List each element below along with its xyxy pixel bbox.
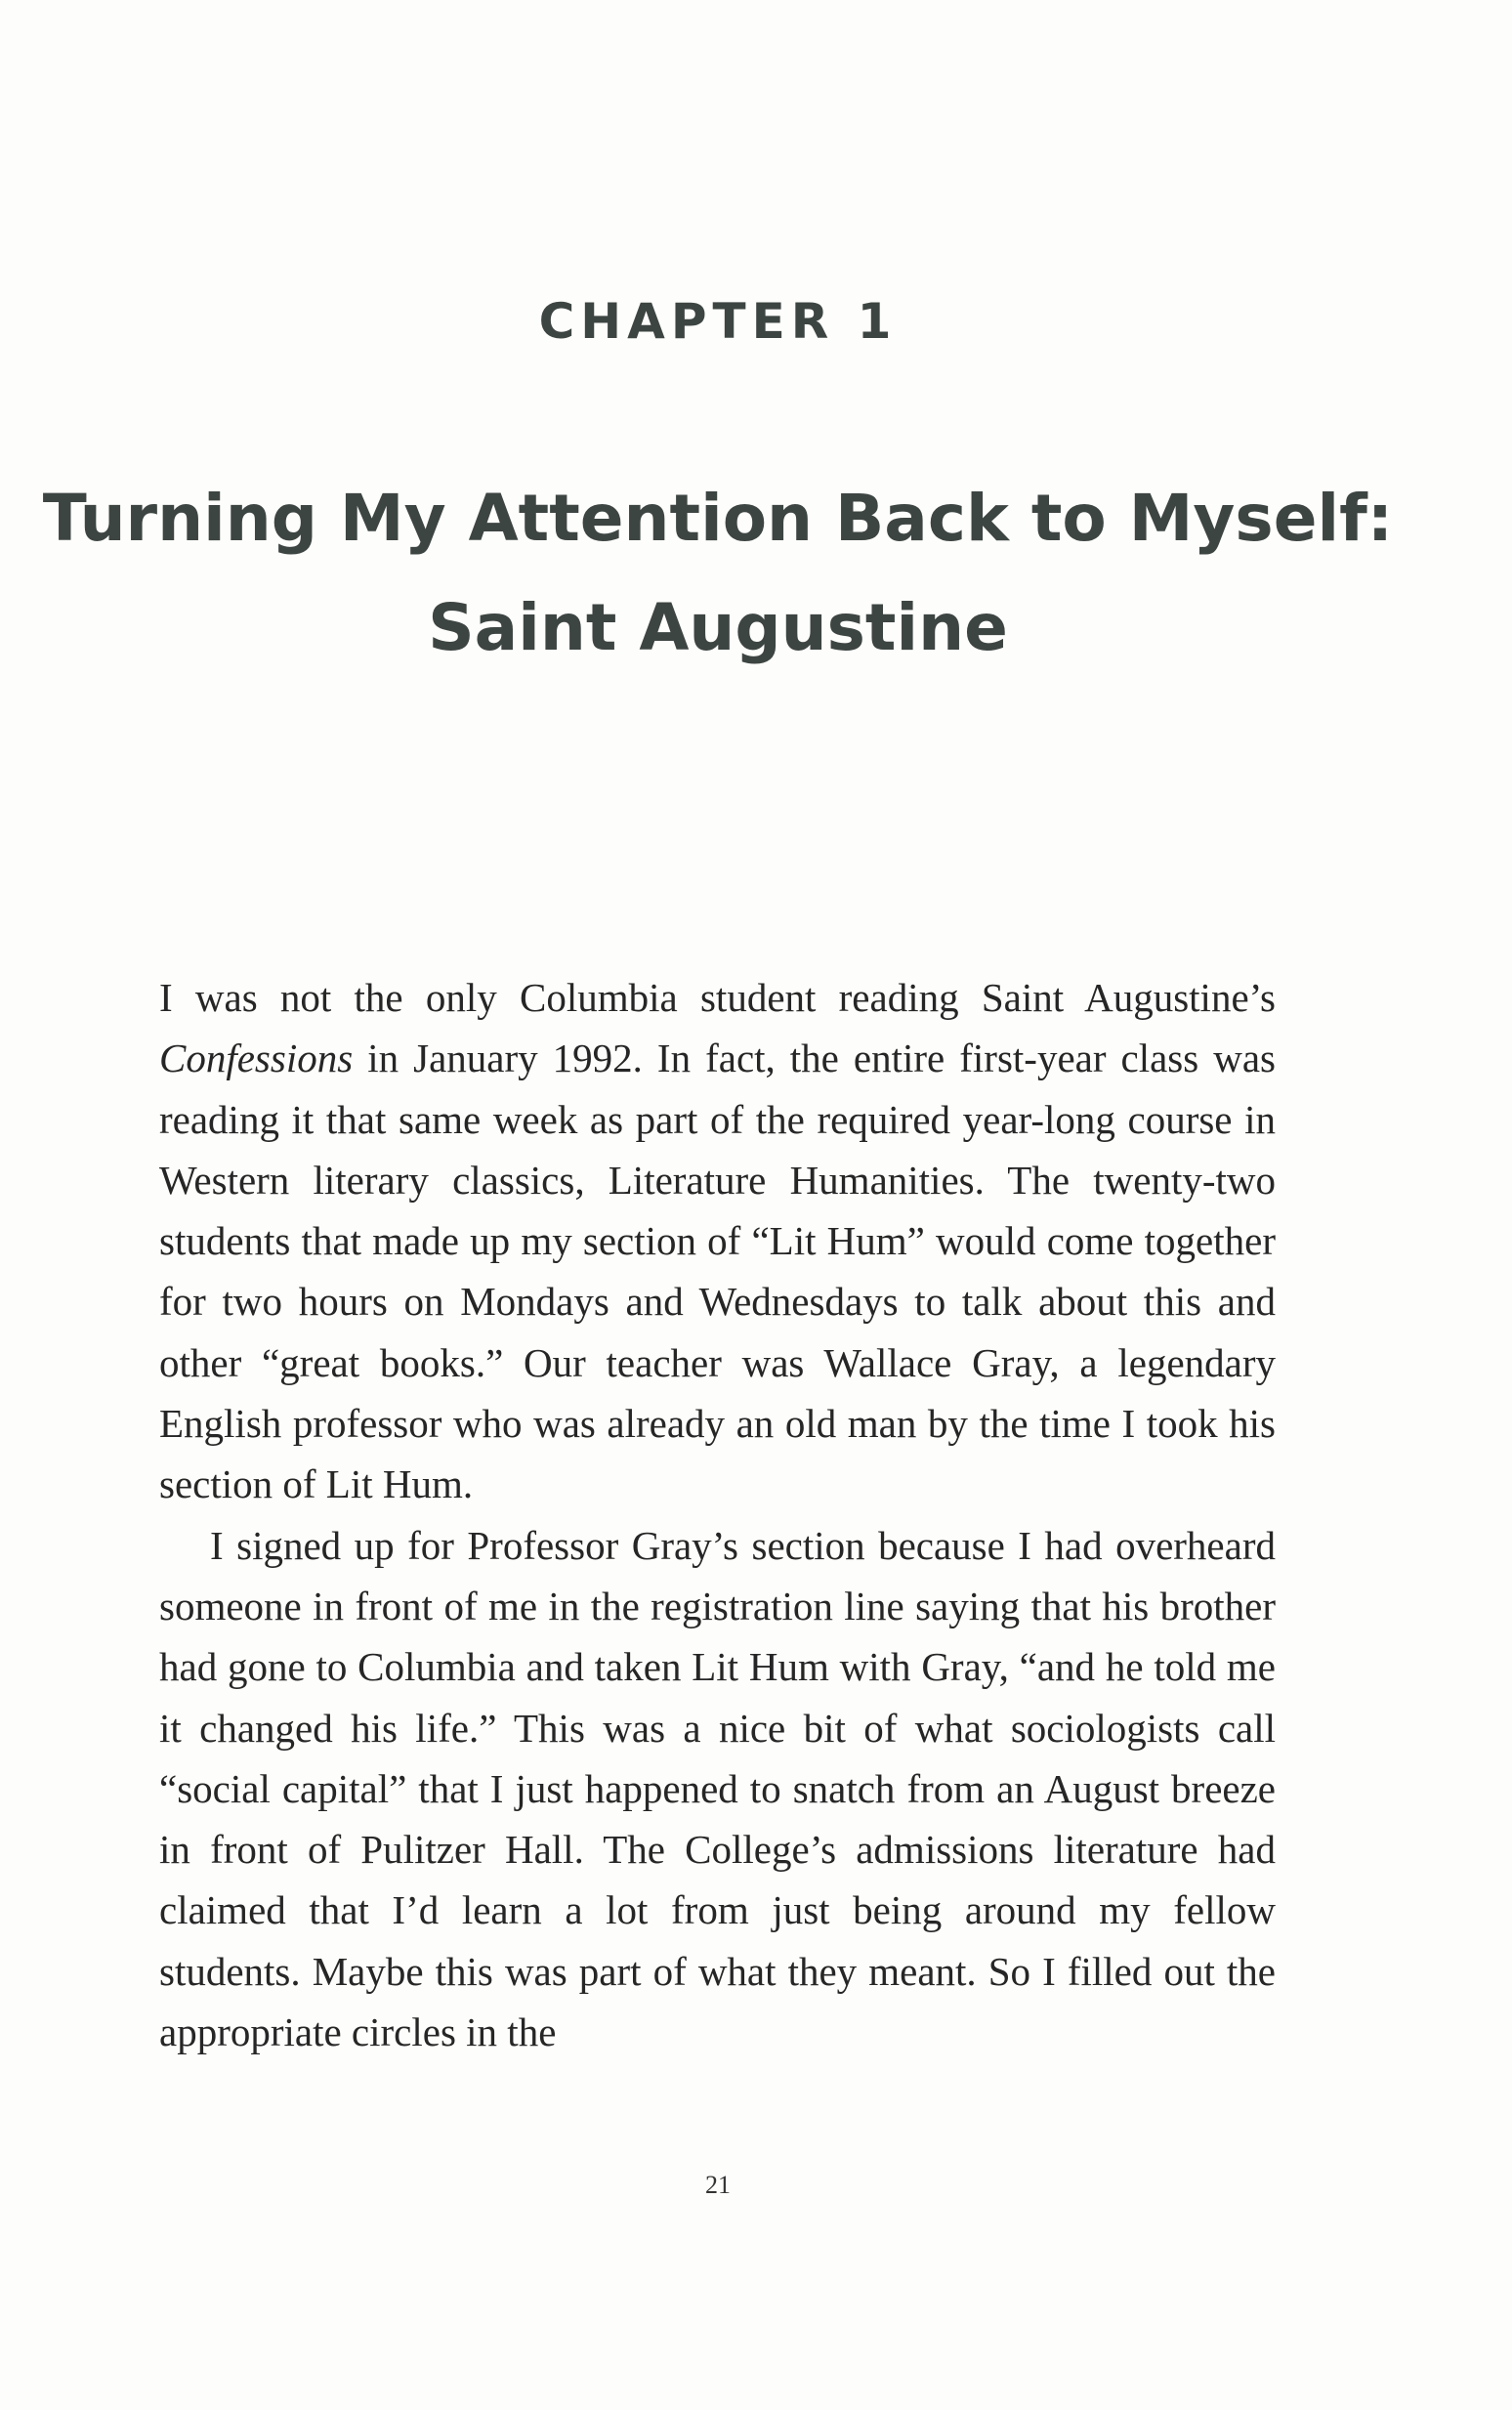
chapter-title-line-1: Turning My Attention Back to Myself:	[42, 481, 1394, 556]
page-number: 21	[705, 2171, 731, 2199]
chapter-label: CHAPTER 1	[538, 293, 898, 350]
paragraph-2: I signed up for Professor Gray’s section because I had overheard someone in front of me in the registration line saying that his brother had gone to Columbia and taken Lit Hum with Gray, “and he told me it changed his life.” This was a nice bit of what sociologists call “social capital” that I just happened to snatch from an August breeze in front of Pulitzer Hall. The College’s admissions literature had claimed that I’d learn a lot from just being around my fellow students. Maybe this was part of what they meant. So I filled out the appropriate circles in the	[159, 1522, 1276, 2055]
paragraph-1	[159, 967, 1276, 1515]
paragraph-1-lead: I was not the only Columbia student reading Saint Augustine’s	[159, 975, 1276, 1020]
chapter-title-line-2: Saint Augustine	[428, 590, 1008, 665]
paragraph-1-rest: in January 1992. In fact, the entire first-year class was reading it that same week as part of the required year-long course in Western literary classics, Literature Humanities. The twenty-two students that made up my section of “Lit Hum” would come together for two hours on Mondays and Wednesdays to talk about this and other “great books.” Our teacher was Wallace Gray, a legendary English professor who was already an old man by the time I took his section of Lit Hum.	[159, 1036, 1276, 1507]
book-title-confessions: Confessions	[159, 1036, 354, 1081]
chapter-title	[0, 464, 1436, 683]
body-text	[159, 967, 1276, 2062]
